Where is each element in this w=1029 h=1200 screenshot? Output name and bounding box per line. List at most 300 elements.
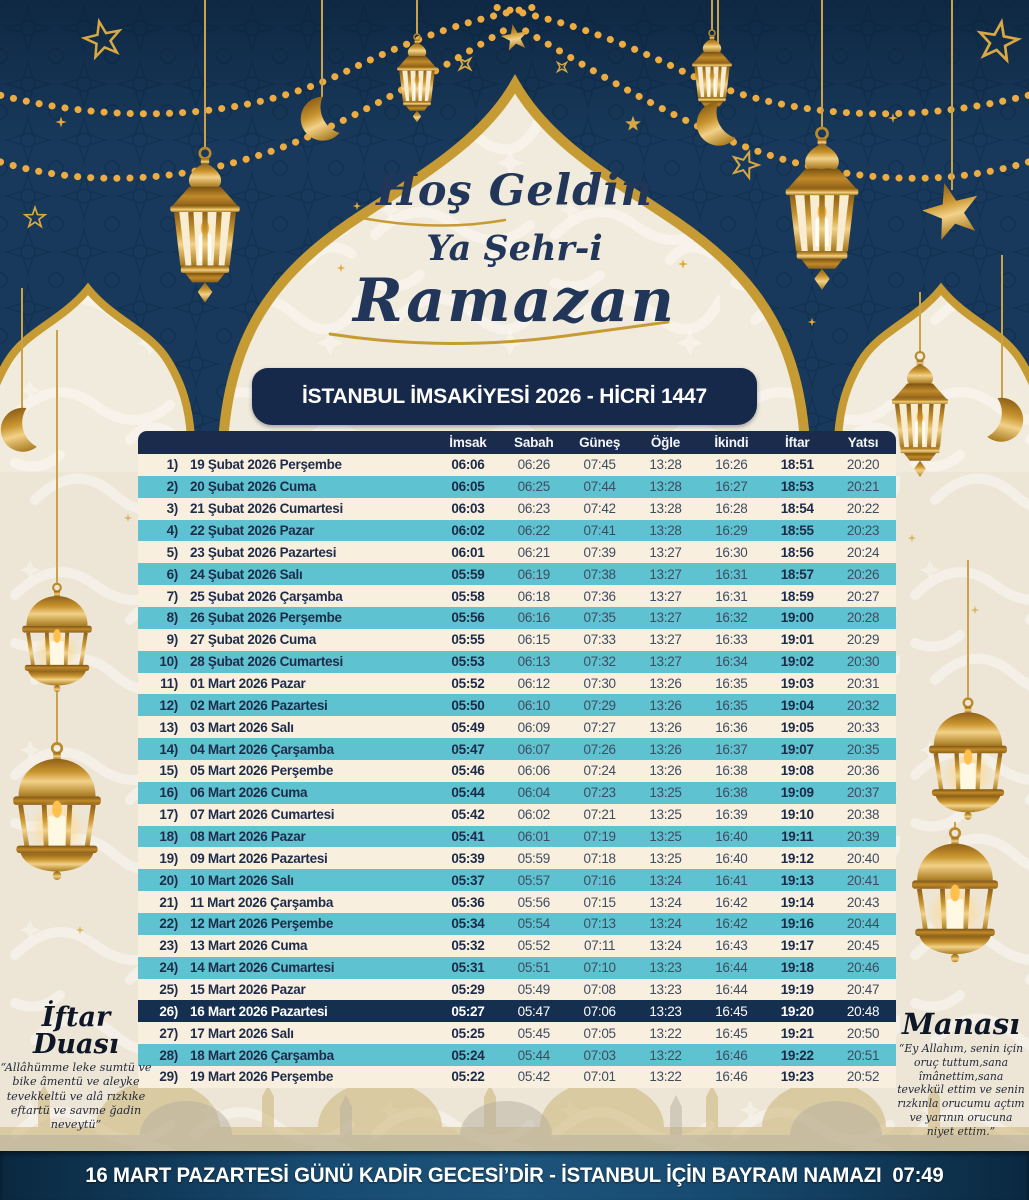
time-cell: 13:24	[649, 872, 682, 888]
time-cell: 13:22	[649, 1025, 682, 1041]
time-cell: 07:41	[583, 523, 616, 538]
time-cell: 07:27	[583, 719, 616, 735]
time-cell: 07:29	[583, 697, 616, 713]
row-date-cell	[138, 1069, 435, 1084]
row-date: 06 Mart 2026 Cuma	[190, 785, 308, 801]
time-cell: 07:39	[583, 544, 616, 560]
time-cell: 18:55	[780, 523, 814, 538]
manasi-card	[896, 1007, 1026, 1139]
row-number: 11)	[160, 676, 178, 692]
time-cell: 19:11	[781, 829, 814, 845]
time-cell: 16:31	[715, 588, 748, 604]
row-date-cell	[138, 1004, 435, 1019]
time-cell: 18:51	[780, 457, 814, 473]
time-cell: 07:24	[583, 763, 616, 779]
row-date-cell	[138, 807, 435, 822]
time-cell: 13:28	[649, 479, 682, 495]
time-cell: 05:56	[517, 894, 550, 910]
time-cell: 07:35	[583, 610, 616, 626]
time-cell: 20:35	[846, 741, 880, 757]
row-number: 13)	[159, 719, 178, 735]
row-date: 05 Mart 2026 Perşembe	[190, 763, 334, 779]
time-cell: 20:46	[846, 960, 880, 976]
time-cell: 13:28	[649, 457, 682, 473]
time-cell: 06:25	[517, 479, 550, 495]
time-cell: 06:15	[517, 632, 550, 648]
row-number: 18)	[159, 829, 178, 845]
time-cell: 16:43	[715, 938, 748, 954]
time-cell: 20:30	[846, 654, 880, 670]
table-row	[138, 563, 896, 585]
table-row	[138, 476, 896, 498]
time-cell: 13:24	[649, 938, 682, 954]
time-cell: 13:26	[649, 719, 682, 735]
row-number: 2)	[166, 479, 178, 495]
time-cell: 05:47	[451, 741, 485, 757]
row-times	[435, 895, 896, 910]
time-cell: 20:47	[846, 982, 880, 998]
time-cell: 07:21	[583, 807, 616, 823]
time-cell: 19:00	[780, 610, 814, 626]
row-date: 25 Şubat 2026 Çarşamba	[190, 588, 343, 604]
row-number: 22)	[159, 916, 178, 932]
time-cell: 20:43	[846, 894, 880, 910]
row-number: 14)	[159, 741, 178, 757]
row-number: 16)	[159, 785, 178, 801]
row-date-cell	[138, 873, 435, 888]
time-cell: 06:07	[517, 741, 550, 757]
time-cell: 05:51	[517, 960, 550, 976]
time-cell: 05:54	[517, 916, 550, 932]
time-cell: 20:26	[846, 566, 880, 582]
time-cell: 07:36	[583, 588, 616, 604]
time-cell: 20:37	[846, 785, 880, 801]
manasi-title: Manası	[901, 1007, 1021, 1041]
time-cell: 20:24	[846, 544, 880, 560]
time-cell: 05:37	[451, 872, 485, 888]
table-row	[138, 869, 896, 891]
time-cell: 05:52	[451, 676, 485, 692]
row-date-cell	[138, 851, 435, 866]
row-number: 1)	[166, 457, 178, 473]
time-cell: 19:23	[780, 1069, 814, 1085]
row-date-cell	[138, 479, 435, 494]
time-cell: 19:05	[780, 719, 814, 735]
time-cell: 20:21	[846, 479, 880, 495]
time-cell: 16:34	[715, 654, 748, 670]
time-cell: 16:42	[715, 916, 748, 932]
row-date: 07 Mart 2026 Cumartesi	[190, 807, 335, 823]
time-cell: 13:27	[649, 544, 682, 560]
time-cell: 06:12	[517, 676, 550, 692]
row-date: 21 Şubat 2026 Cumartesi	[190, 501, 343, 517]
col-sabah: Sabah	[514, 435, 554, 450]
time-cell: 07:08	[583, 982, 616, 998]
row-times	[435, 763, 896, 778]
row-times	[435, 1004, 896, 1019]
time-cell: 19:19	[780, 982, 814, 998]
time-cell: 07:06	[583, 1003, 616, 1019]
time-cell: 19:20	[780, 1003, 814, 1019]
row-date-cell	[138, 916, 435, 931]
time-cell: 07:42	[583, 501, 616, 517]
time-cell: 05:55	[451, 632, 485, 648]
table-row	[138, 738, 896, 760]
time-cell: 19:04	[780, 697, 814, 713]
table-row	[138, 913, 896, 935]
time-cell: 16:33	[715, 632, 748, 648]
row-number: 24)	[159, 960, 178, 976]
calendar-title-banner	[252, 368, 757, 425]
time-cell: 19:12	[780, 850, 814, 866]
time-cell: 13:26	[649, 741, 682, 757]
time-cell: 06:01	[517, 829, 550, 845]
time-cell: 13:26	[649, 697, 682, 713]
row-times	[435, 829, 896, 844]
time-cell: 16:28	[715, 501, 748, 517]
greeting-line-1: Hoş Geldin	[376, 166, 653, 216]
greeting-line-3: Ramazan	[352, 266, 677, 336]
row-number: 8)	[166, 610, 178, 626]
row-number: 17)	[159, 807, 178, 823]
calendar-title: İSTANBUL İMSAKİYESİ 2026 - HİCRİ 1447	[302, 384, 707, 408]
table-row	[138, 585, 896, 607]
time-cell: 05:42	[451, 807, 485, 823]
row-times	[435, 545, 896, 560]
row-times	[435, 785, 896, 800]
row-date: 23 Şubat 2026 Pazartesi	[190, 544, 337, 560]
time-cell: 07:30	[583, 676, 616, 692]
row-date: 04 Mart 2026 Çarşamba	[190, 741, 334, 757]
time-cell: 16:38	[715, 785, 748, 801]
row-date: 14 Mart 2026 Cumartesi	[190, 960, 335, 976]
time-cell: 16:39	[715, 807, 748, 823]
table-row	[138, 716, 896, 738]
row-times	[435, 523, 896, 538]
time-cell: 06:02	[517, 807, 550, 823]
table-row	[138, 804, 896, 826]
row-number: 27)	[159, 1025, 178, 1041]
time-cell: 13:27	[649, 654, 682, 670]
time-cell: 06:06	[451, 457, 485, 473]
time-cell: 20:27	[846, 588, 880, 604]
time-cell: 16:41	[715, 872, 748, 888]
footer-note: 16 MART PAZARTESİ GÜNÜ KADİR GECESİ’DİR - İSTANBUL İÇİN BAYRAM NAMAZI 07:49	[85, 1163, 944, 1187]
row-number: 15)	[159, 763, 178, 779]
time-cell: 07:11	[583, 938, 616, 954]
time-cell: 20:45	[846, 938, 880, 954]
time-cell: 16:29	[715, 523, 748, 538]
row-date-cell	[138, 654, 435, 669]
table-row	[138, 847, 896, 869]
time-cell: 05:29	[451, 982, 485, 998]
time-cell: 06:26	[517, 457, 550, 473]
time-cell: 19:07	[780, 741, 814, 757]
time-cell: 05:34	[451, 916, 485, 932]
row-date-cell	[138, 698, 435, 713]
time-cell: 16:38	[715, 763, 748, 779]
time-cell: 06:09	[517, 719, 550, 735]
row-date-cell	[138, 567, 435, 582]
time-cell: 13:22	[649, 1069, 682, 1085]
row-date: 19 Şubat 2026 Perşembe	[190, 457, 342, 473]
time-cell: 05:49	[517, 982, 550, 998]
col-imsak: İmsak	[449, 435, 487, 450]
time-cell: 05:39	[451, 850, 485, 866]
time-cell: 18:59	[780, 588, 814, 604]
time-cell: 19:09	[780, 785, 814, 801]
row-date-cell	[138, 960, 435, 975]
row-date: 16 Mart 2026 Pazartesi	[190, 1003, 328, 1019]
row-date-cell	[138, 545, 435, 560]
time-cell: 05:57	[517, 872, 550, 888]
row-date-cell	[138, 895, 435, 910]
time-cell: 20:32	[846, 697, 880, 713]
time-cell: 20:39	[846, 829, 880, 845]
row-number: 12)	[159, 697, 178, 713]
row-times	[435, 851, 896, 866]
row-date-cell	[138, 610, 435, 625]
time-cell: 16:26	[715, 457, 748, 473]
row-date: 27 Şubat 2026 Cuma	[190, 632, 316, 648]
table-row	[138, 957, 896, 979]
time-cell: 13:25	[649, 785, 682, 801]
time-cell: 16:40	[715, 829, 748, 845]
time-cell: 06:01	[451, 544, 485, 560]
time-cell: 13:27	[649, 566, 682, 582]
time-cell: 13:28	[649, 501, 682, 517]
iftar-dua-title: İftar Duası	[33, 1002, 119, 1060]
time-cell: 20:36	[846, 763, 880, 779]
time-cell: 20:28	[846, 610, 880, 626]
time-cell: 07:32	[583, 654, 616, 670]
time-cell: 07:05	[583, 1025, 616, 1041]
row-times	[435, 698, 896, 713]
time-cell: 13:24	[649, 894, 682, 910]
time-cell: 07:38	[583, 566, 616, 582]
row-date: 24 Şubat 2026 Salı	[190, 566, 303, 582]
time-cell: 06:18	[517, 588, 550, 604]
time-cell: 19:14	[780, 894, 814, 910]
row-times	[435, 982, 896, 997]
row-times	[435, 938, 896, 953]
time-cell: 13:27	[649, 610, 682, 626]
time-cell: 05:42	[517, 1069, 550, 1085]
row-number: 9)	[166, 632, 178, 648]
time-cell: 05:24	[451, 1047, 485, 1063]
time-cell: 05:47	[517, 1003, 550, 1019]
time-cell: 05:59	[451, 566, 485, 582]
time-cell: 06:23	[517, 501, 550, 517]
row-date: 09 Mart 2026 Pazartesi	[190, 850, 328, 866]
table-row	[138, 891, 896, 913]
row-times	[435, 807, 896, 822]
row-date-cell	[138, 938, 435, 953]
time-cell: 16:42	[715, 894, 748, 910]
row-date: 11 Mart 2026 Çarşamba	[190, 894, 334, 910]
row-date: 20 Şubat 2026 Cuma	[190, 479, 316, 495]
time-cell: 20:33	[846, 719, 880, 735]
table-row	[138, 694, 896, 716]
time-cell: 19:13	[780, 872, 814, 888]
time-cell: 20:23	[846, 523, 880, 538]
row-date: 15 Mart 2026 Pazar	[190, 982, 306, 998]
time-cell: 07:44	[583, 479, 616, 495]
col-gunes: Güneş	[579, 435, 621, 450]
time-cell: 07:23	[583, 785, 616, 801]
row-date: 22 Şubat 2026 Pazar	[190, 523, 315, 538]
time-cell: 19:16	[780, 916, 814, 932]
row-number: 20)	[159, 872, 178, 888]
row-date: 17 Mart 2026 Salı	[190, 1025, 294, 1041]
row-date-cell	[138, 457, 435, 472]
table-row	[138, 979, 896, 1001]
time-cell: 05:41	[451, 829, 485, 845]
time-cell: 13:24	[649, 916, 682, 932]
row-date: 02 Mart 2026 Pazartesi	[190, 697, 328, 713]
row-date-cell	[138, 829, 435, 844]
row-times	[435, 654, 896, 669]
time-cell: 16:44	[715, 960, 748, 976]
row-number: 21)	[159, 894, 178, 910]
col-ikindi: İkindi	[714, 435, 749, 450]
time-cell: 19:18	[780, 960, 814, 976]
table-row	[138, 1066, 896, 1088]
time-cell: 16:37	[715, 741, 748, 757]
time-cell: 06:13	[517, 654, 550, 670]
time-cell: 13:28	[649, 523, 682, 538]
row-date-cell	[138, 501, 435, 516]
col-ogle: Öğle	[650, 435, 681, 450]
time-cell: 13:27	[649, 588, 682, 604]
table-row	[138, 782, 896, 804]
time-cell: 16:40	[715, 850, 748, 866]
row-number: 7)	[166, 588, 178, 604]
row-number: 25)	[159, 982, 178, 998]
row-date-cell	[138, 523, 435, 538]
time-cell: 16:36	[715, 719, 748, 735]
iftar-dua-card	[0, 1004, 152, 1133]
row-date: 18 Mart 2026 Çarşamba	[190, 1047, 334, 1063]
row-times	[435, 916, 896, 931]
time-cell: 05:56	[451, 610, 485, 626]
time-cell: 13:23	[649, 1003, 682, 1019]
greeting-line-2: Ya Şehr-i	[426, 228, 603, 269]
row-number: 26)	[159, 1003, 178, 1019]
time-cell: 16:30	[715, 544, 748, 560]
row-date-cell	[138, 720, 435, 735]
time-cell: 18:53	[780, 479, 814, 495]
time-cell: 13:26	[649, 763, 682, 779]
time-cell: 19:01	[780, 632, 814, 648]
time-cell: 19:03	[780, 676, 814, 692]
time-cell: 13:23	[649, 960, 682, 976]
row-times	[435, 873, 896, 888]
row-date-cell	[138, 785, 435, 800]
time-cell: 16:35	[715, 697, 748, 713]
row-date-cell	[138, 742, 435, 757]
time-cell: 07:13	[583, 916, 616, 932]
time-cell: 13:23	[649, 982, 682, 998]
time-cell: 05:59	[517, 850, 550, 866]
row-date: 10 Mart 2026 Salı	[190, 872, 294, 888]
row-date-cell	[138, 589, 435, 604]
time-cell: 20:44	[846, 916, 880, 932]
table-row	[138, 629, 896, 651]
row-date: 03 Mart 2026 Salı	[190, 719, 294, 735]
manasi-text: “Ey Allahım, senin için oruç tuttum,sana îmânettim,sana tevekkül ettim ve senin rızkınla orucumu açtım ve yarının orucuna niyet ettim.”	[897, 1042, 1025, 1138]
time-cell: 16:27	[715, 479, 748, 495]
time-cell: 05:46	[451, 763, 485, 779]
time-cell: 16:45	[715, 1003, 748, 1019]
time-cell: 07:16	[583, 872, 616, 888]
time-cell: 07:33	[583, 632, 616, 648]
time-cell: 16:35	[715, 676, 748, 692]
table-row	[138, 541, 896, 563]
row-number: 19)	[159, 850, 178, 866]
time-cell: 20:31	[846, 676, 880, 692]
row-date-cell	[138, 1026, 435, 1041]
time-cell: 05:53	[451, 654, 485, 670]
table-row	[138, 673, 896, 695]
row-times	[435, 479, 896, 494]
time-cell: 20:38	[846, 807, 880, 823]
row-times	[435, 742, 896, 757]
table-row	[138, 607, 896, 629]
time-cell: 06:03	[451, 501, 485, 517]
time-cell: 20:22	[846, 501, 880, 517]
row-date: 12 Mart 2026 Perşembe	[190, 916, 334, 932]
table-row	[138, 1022, 896, 1044]
time-cell: 19:10	[780, 807, 814, 823]
time-cell: 06:10	[517, 697, 550, 713]
time-cell: 06:19	[517, 566, 550, 582]
row-date-cell	[138, 763, 435, 778]
time-cell: 13:27	[649, 632, 682, 648]
time-cell: 19:17	[780, 938, 814, 954]
time-cell: 05:27	[451, 1003, 485, 1019]
time-cell: 07:10	[583, 960, 616, 976]
row-number: 23)	[159, 938, 178, 954]
row-number: 29)	[159, 1069, 178, 1085]
row-date: 28 Şubat 2026 Cumartesi	[190, 654, 343, 670]
time-cell: 20:20	[846, 457, 880, 473]
time-cell: 05:44	[451, 785, 485, 801]
time-cell: 05:22	[451, 1069, 485, 1085]
time-cell: 19:21	[780, 1025, 814, 1041]
row-number: 6)	[166, 566, 178, 582]
time-cell: 07:18	[583, 850, 616, 866]
row-times	[435, 501, 896, 516]
row-date: 13 Mart 2026 Cuma	[190, 938, 308, 954]
row-date-cell	[138, 632, 435, 647]
row-times	[435, 960, 896, 975]
row-times	[435, 720, 896, 735]
time-cell: 05:31	[451, 960, 485, 976]
time-cell: 06:04	[517, 785, 550, 801]
time-cell: 05:32	[451, 938, 485, 954]
row-date: 08 Mart 2026 Pazar	[190, 829, 306, 845]
time-cell: 16:31	[715, 566, 748, 582]
time-cell: 13:26	[649, 676, 682, 692]
row-date: 19 Mart 2026 Perşembe	[190, 1069, 334, 1085]
time-cell: 07:45	[583, 457, 616, 473]
time-cell: 20:48	[846, 1003, 880, 1019]
row-date-cell	[138, 676, 435, 691]
row-date-cell	[138, 982, 435, 997]
time-cell: 16:46	[715, 1069, 748, 1085]
time-cell: 06:16	[517, 610, 550, 626]
